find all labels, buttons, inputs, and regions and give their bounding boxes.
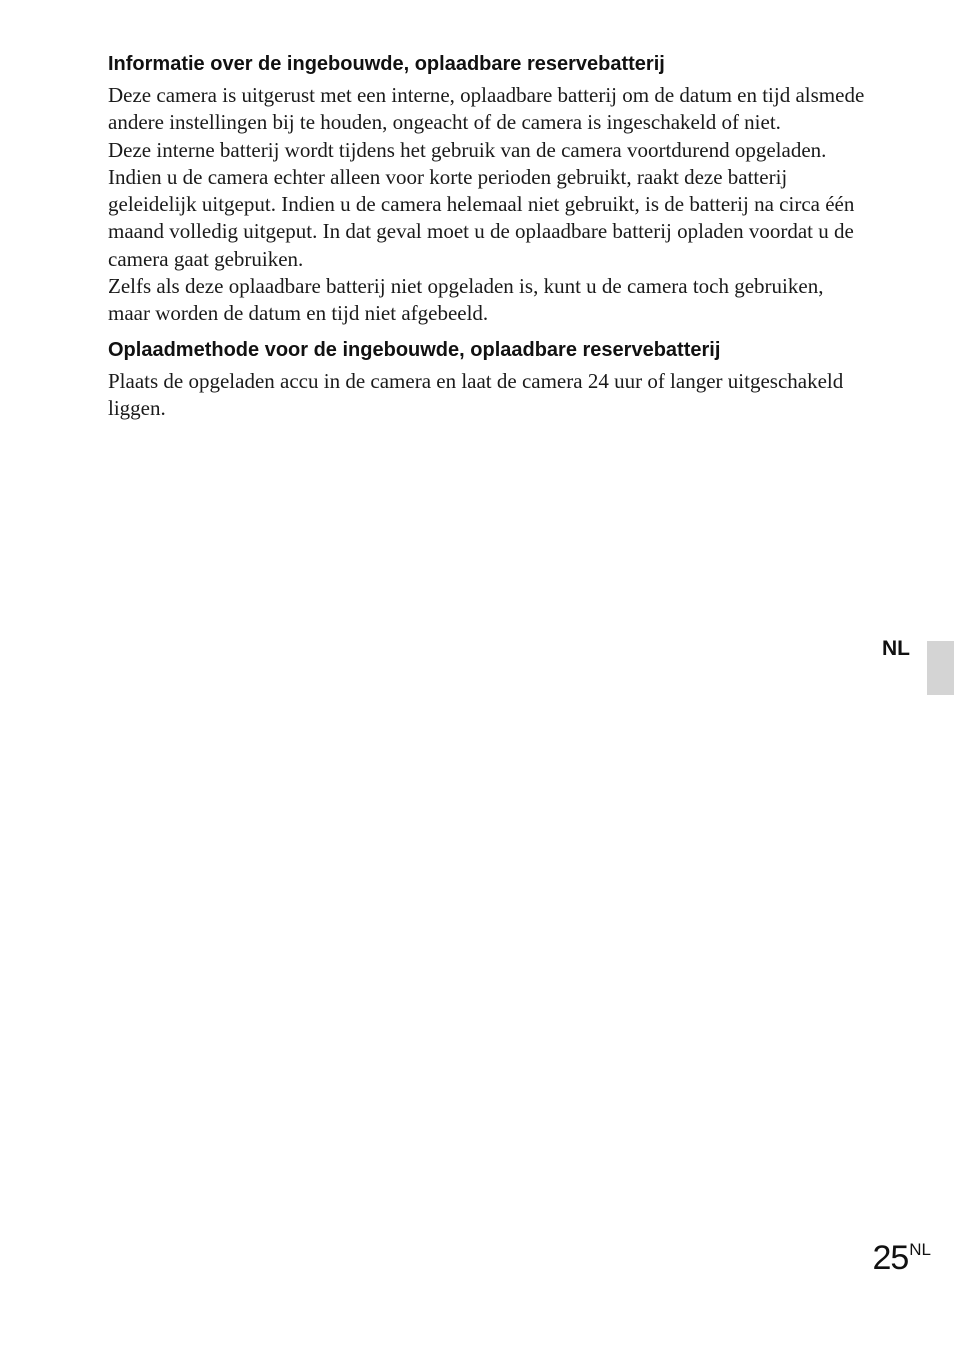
- section-backup-battery-info: [108, 50, 868, 328]
- page-number-value: 25: [872, 1239, 909, 1277]
- page-content: [108, 50, 868, 422]
- body-paragraph: Deze interne batterij wordt tijdens het gebruik van de camera voortdurend opgeladen. Indien u de camera echter alleen voor korte perioden gebruikt, raakt deze batterij geleidelijk uitgeput. Indien u de camera helemaal niet gebruikt, is de batterij na circa één maand volledig uitgeput. In dat geval moet u de oplaadbare batterij opladen voordat u de camera gaat gebruiken.: [108, 137, 855, 271]
- body-paragraph: Plaats de opgeladen accu in de camera en laat de camera 24 uur of langer uitgeschakeld liggen.: [108, 368, 844, 420]
- section-heading: Oplaadmethode voor de ingebouwde, oplaadbare reservebatterij: [108, 338, 721, 361]
- body-paragraph: Deze camera is uitgerust met een interne, oplaadbare batterij om de datum en tijd alsmede andere instellingen bij te houden, ongeacht of de camera is ingeschakeld of niet.: [108, 83, 865, 135]
- language-tab-marker: [927, 641, 954, 695]
- page-number-suffix: NL: [909, 1240, 931, 1259]
- language-tab-label: NL: [882, 637, 910, 660]
- section-charging-method: [108, 336, 868, 423]
- body-paragraph: Zelfs als deze oplaadbare batterij niet opgeladen is, kunt u de camera toch gebruiken, maar worden de datum en tijd niet afgebeeld.: [108, 274, 824, 326]
- page-number: [872, 1238, 931, 1278]
- section-heading: Informatie over de ingebouwde, oplaadbare reservebatterij: [108, 53, 665, 75]
